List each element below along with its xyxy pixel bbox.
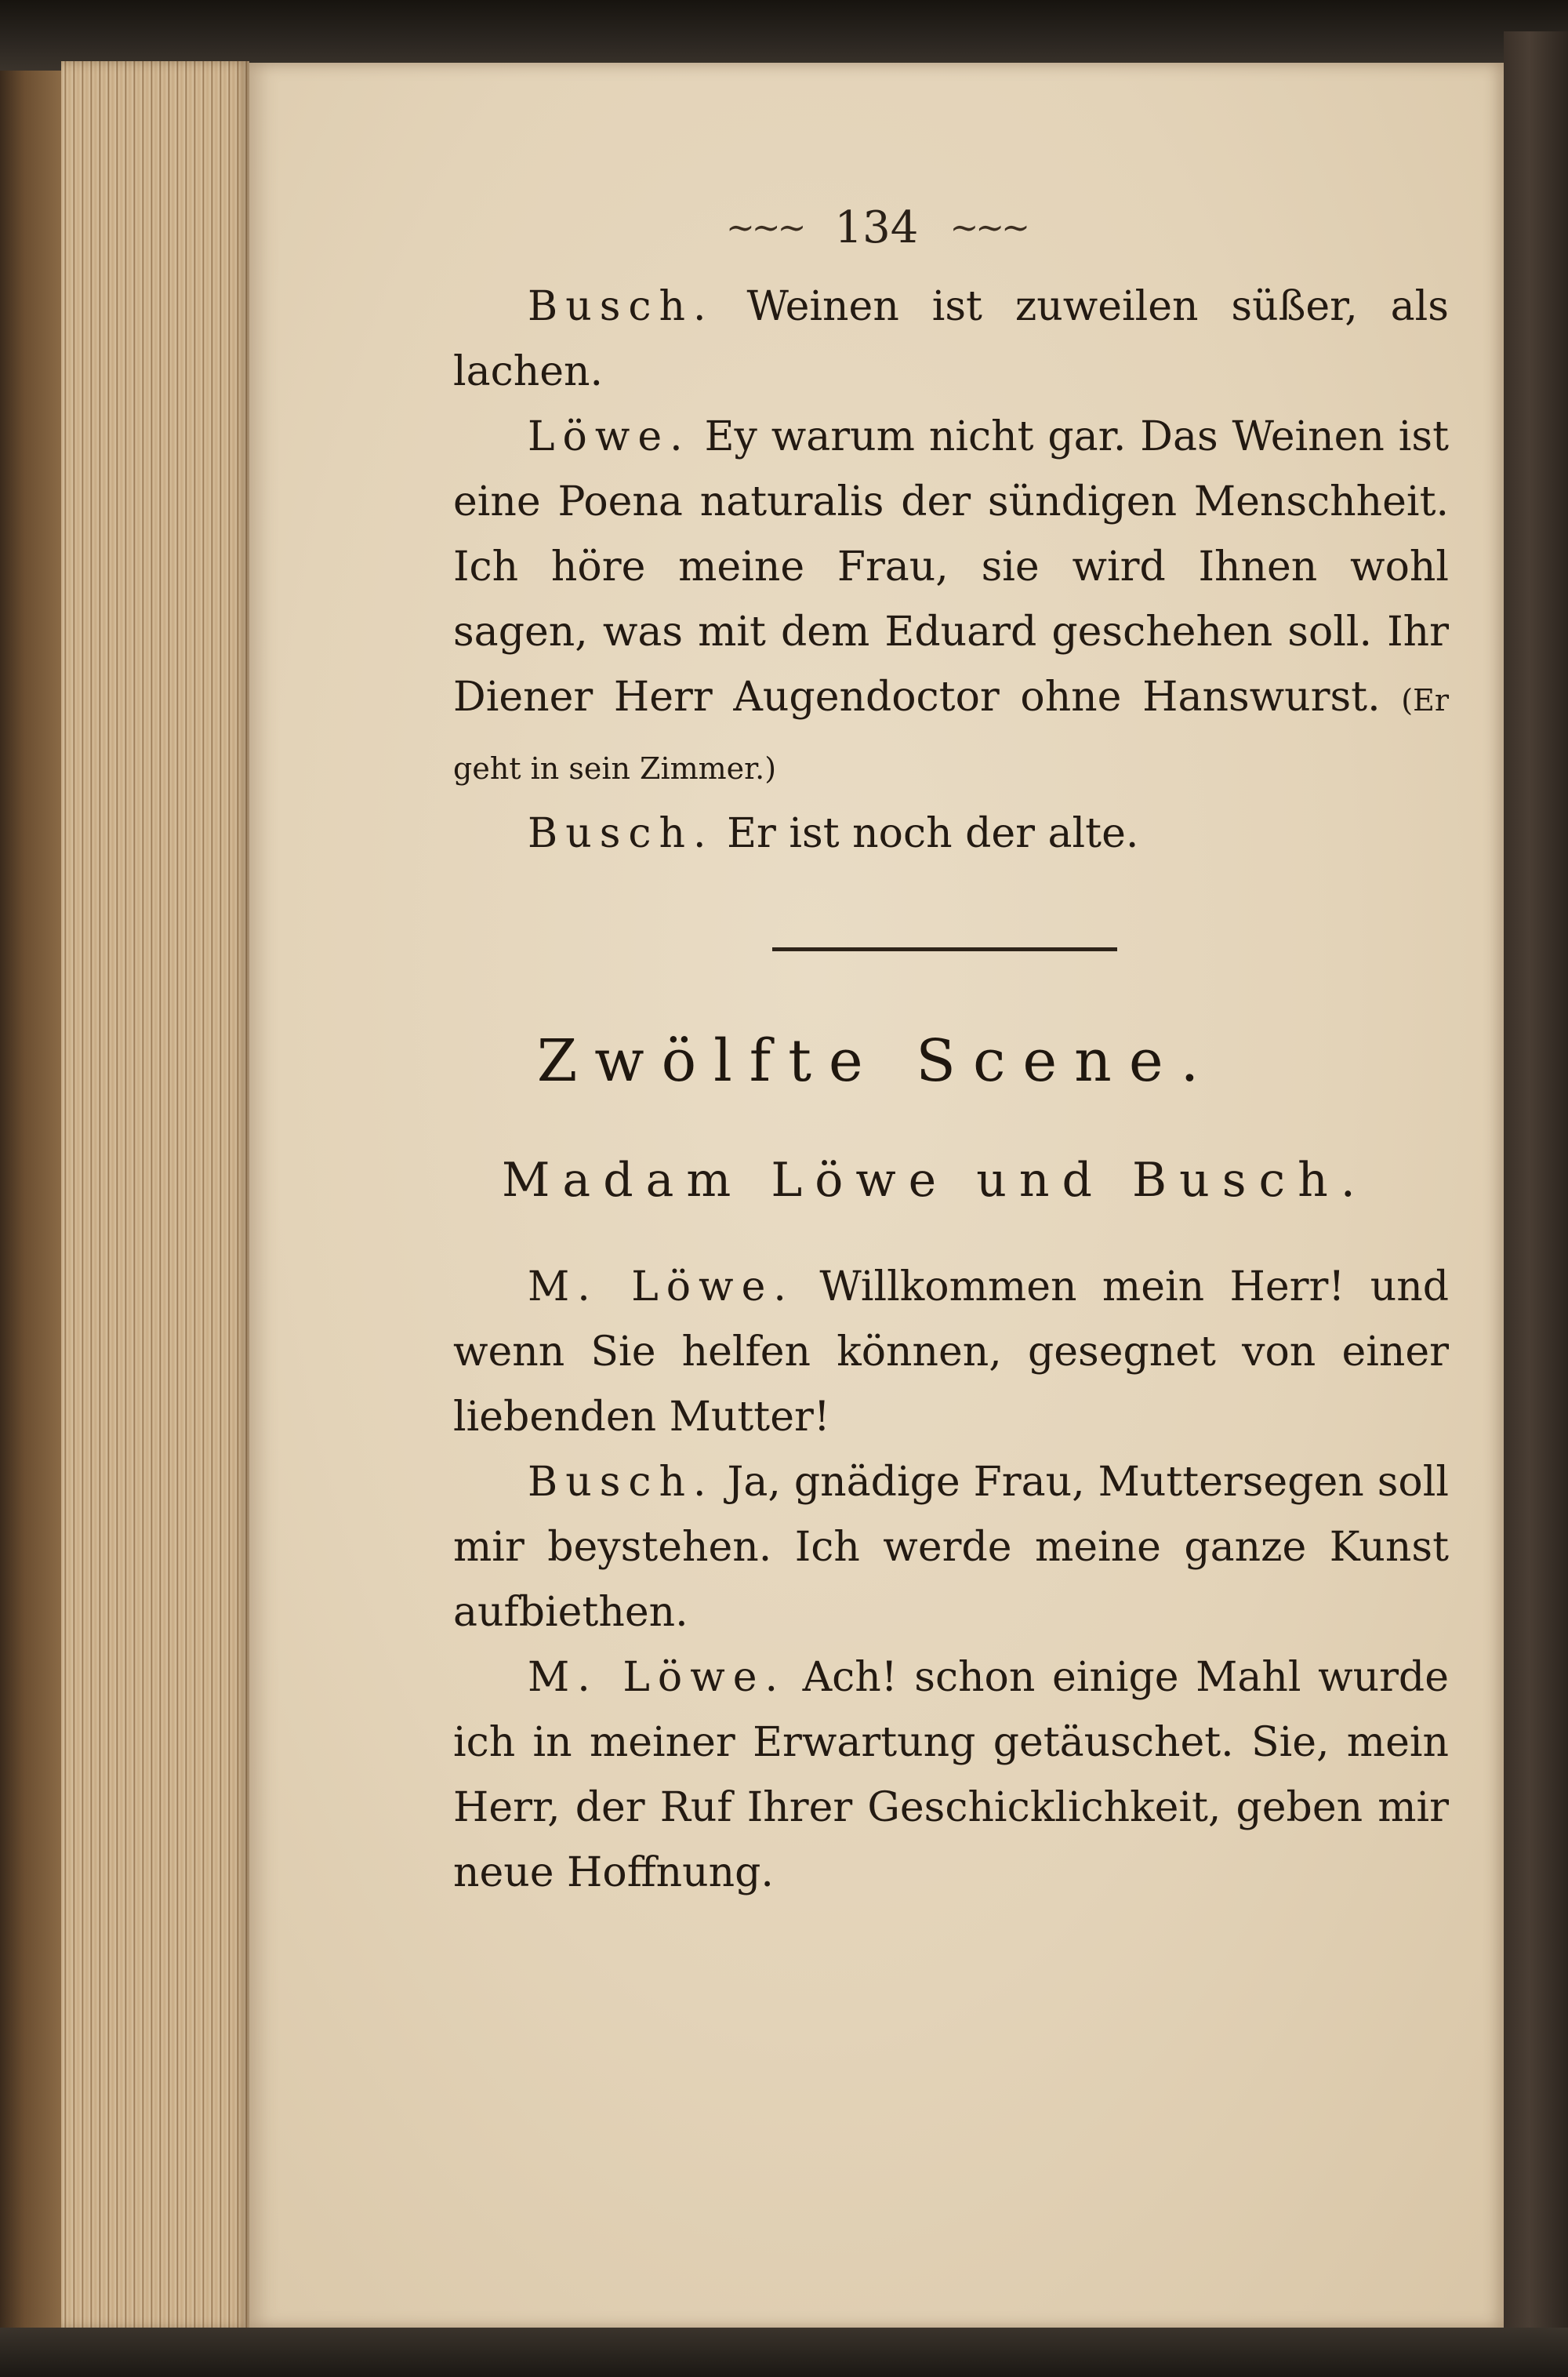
- speech-text: Ey warum nicht gar. Das Weinen ist eine Poena naturalis der sündigen Menschheit. Ich höre meine Frau, sie wird Ihnen wohl sagen, was mit dem Eduard geschehen soll. Ihr Diener Herr Augendoctor ohne Hanswurst.: [453, 413, 1450, 721]
- scene-title: Zwölfte Scene.: [536, 1027, 1217, 1095]
- scan-background-bottom: [0, 2328, 1568, 2377]
- speaker-name: Busch.: [528, 1459, 714, 1506]
- speech-busch-2: [453, 801, 1449, 867]
- dialogue-block-1: [453, 274, 1449, 867]
- header-ornament-right: ~~~: [949, 207, 1028, 248]
- speech-loewe: [453, 405, 1449, 801]
- page-number: 134: [834, 202, 919, 253]
- speech-busch-3: [453, 1450, 1449, 1645]
- speech-madam-loewe-2: [453, 1645, 1449, 1906]
- speaker-name: M. Löwe.: [528, 1263, 794, 1310]
- speech-busch-1: [453, 274, 1449, 405]
- speech-text: Weinen ist zuweilen süßer, als lachen.: [453, 283, 1449, 395]
- speaker-name: M. Löwe.: [528, 1654, 786, 1701]
- page-edges: [61, 61, 249, 2329]
- speech-madam-loewe-1: [453, 1255, 1449, 1450]
- speaker-name: Busch.: [528, 810, 714, 857]
- section-divider: [772, 947, 1117, 951]
- dialogue-block-2: [453, 1255, 1449, 1906]
- left-book-cover: [0, 71, 61, 2345]
- header-ornament-left: ~~~: [725, 207, 804, 248]
- speech-text: Er ist noch der alte.: [727, 810, 1139, 857]
- page-header: [249, 196, 1504, 259]
- speech-text: Willkommen mein Herr! und wenn Sie helfen können, gesegnet von einer liebenden Mutter!: [453, 1263, 1449, 1441]
- stage-direction: (Er geht in sein Zimmer.): [453, 683, 1449, 786]
- speaker-name: Löwe.: [528, 413, 691, 460]
- speaker-name: Busch.: [528, 283, 714, 330]
- speech-text: Ach! schon einige Mahl wurde ich in meiner Erwartung getäuschet. Sie, mein Herr, der Ruf Ihrer Geschicklichkeit, geben mir neue Hoffnung.: [453, 1654, 1449, 1896]
- speech-text: Ja, gnädige Frau, Muttersegen soll mir beystehen. Ich werde meine ganze Kunst aufbiethen.: [453, 1459, 1450, 1636]
- scene-cast: Madam Löwe und Busch.: [502, 1153, 1368, 1208]
- right-cover-board: [1504, 31, 1568, 2376]
